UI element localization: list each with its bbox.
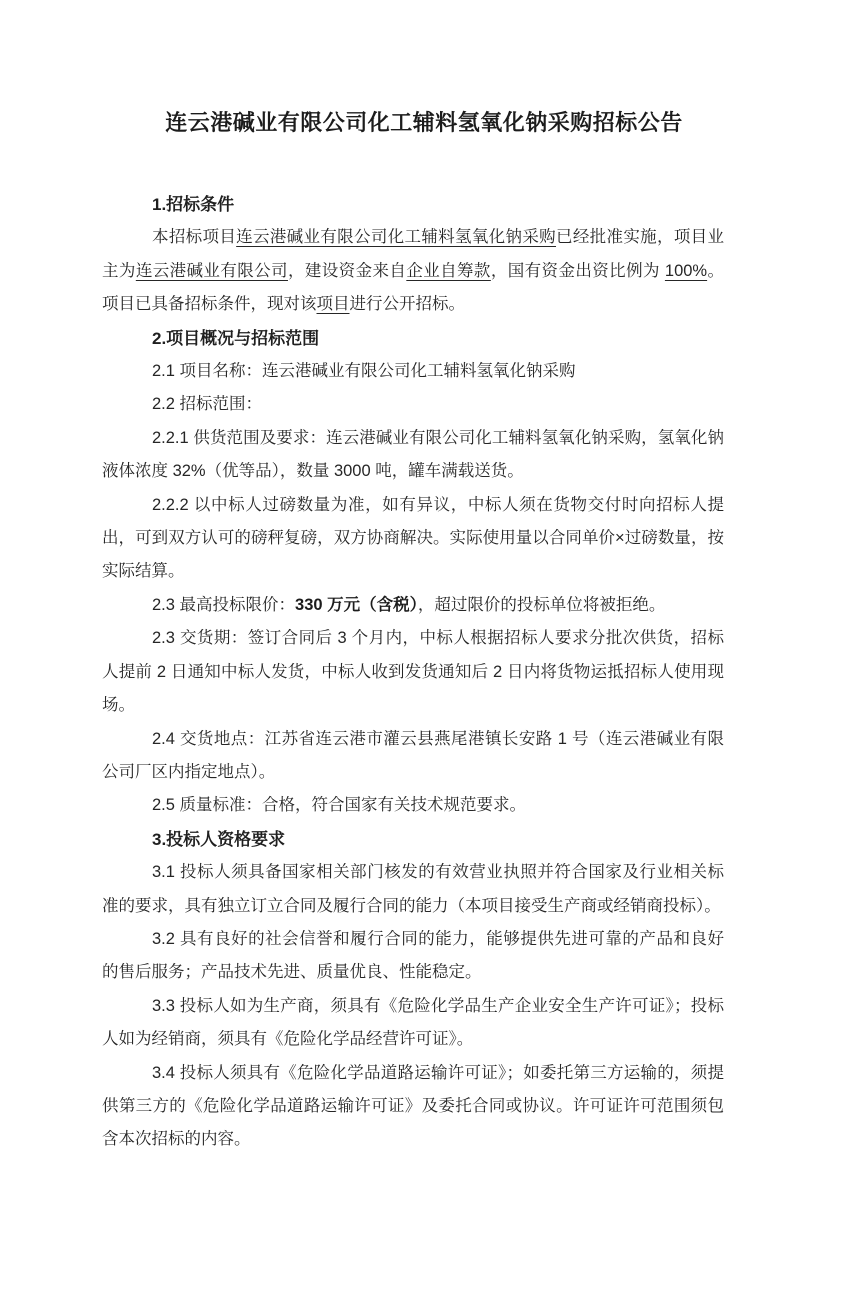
paragraph <box>102 622 724 722</box>
section <box>102 188 724 322</box>
document-body <box>0 188 848 1157</box>
paragraph <box>102 1057 724 1157</box>
text-run: 。项目已具备招标条件，现对该 <box>102 261 725 314</box>
text-run: 3.1 投标人须具备国家相关部门核发的有效营业执照并符合国家及行业相关标准的要求，具有独立订立合同及履行合同的能力（本项目接受生产商或经销商投标）。 <box>102 863 724 915</box>
text-run: 2.2 招标范围： <box>152 395 263 414</box>
section <box>102 322 724 823</box>
section-heading: 1.招标条件 <box>152 195 235 214</box>
text-run: 2.2.2 以中标人过磅数量为准，如有异议，中标人须在货物交付时向招标人提出，可到双方认可的磅秤复磅，双方协商解决。实际使用量以合同单价×过磅数量，按实际结算。 <box>102 495 724 581</box>
document-title: 连云港碱业有限公司化工辅料氢氧化钠采购招标公告 <box>165 110 683 135</box>
text-run: 本招标项目 <box>152 228 237 247</box>
text-run: 2.3 最高投标限价： <box>152 595 296 614</box>
text-run: 企业自筹款 <box>406 261 491 280</box>
text-run: 2.1 项目名称：连云港碱业有限公司化工辅料氢氧化钠采购 <box>152 362 576 381</box>
paragraph <box>102 355 724 388</box>
text-run: 2.5 质量标准：合格，符合国家有关技术规范要求。 <box>152 796 527 815</box>
paragraph <box>102 723 724 790</box>
paragraph <box>102 856 724 923</box>
text-run: 已经批准实施，项目业主为 <box>102 228 725 280</box>
document-page <box>0 106 848 1306</box>
text-run: 进行公开招标。 <box>349 295 465 314</box>
text-run: 3.3 投标人如为生产商，须具有《危险化学品生产企业安全生产许可证》；投标人如为经销商，须具有《危险化学品经营许可证》。 <box>102 996 724 1049</box>
section <box>102 823 724 1157</box>
text-run: ，国有资金出资比例为 <box>490 261 665 280</box>
paragraph <box>102 923 724 990</box>
text-run: 2.4 交货地点：江苏省连云港市灌云县燕尾港镇长安路 1 号（连云港碱业有限公司厂区内指定地点）。 <box>102 729 724 781</box>
paragraph <box>102 990 724 1057</box>
text-run: 100% <box>664 261 708 280</box>
paragraph <box>102 589 724 622</box>
text-run: 连云港碱业有限公司化工辅料氢氧化钠采购 <box>236 228 557 247</box>
text-run: 2.2.1 供货范围及要求：连云港碱业有限公司化工辅料氢氧化钠采购，氢氧化钠液体浓度 32%（优等品），数量 3000 吨，罐车满载送货。 <box>102 428 724 481</box>
text-run: 330 万元（含税） <box>295 595 418 614</box>
paragraph <box>102 422 724 489</box>
text-run: ，建设资金来自 <box>287 261 407 280</box>
text-run: 3.2 具有良好的社会信誉和履行合同的能力，能够提供先进可靠的产品和良好的售后服务；产品技术先进、质量优良、性能稳定。 <box>102 929 724 982</box>
text-run: 项目 <box>316 295 350 314</box>
paragraph <box>102 789 724 822</box>
text-run: 连云港碱业有限公司 <box>135 261 288 280</box>
text-run: ，超过限价的投标单位将被拒绝。 <box>417 595 666 614</box>
paragraph <box>102 221 724 321</box>
text-run: 3.4 投标人须具有《危险化学品道路运输许可证》；如委托第三方运输的，须提供第三方的《危险化学品道路运输许可证》及委托合同或协议。许可证许可范围须包含本次招标的内容。 <box>102 1063 724 1149</box>
paragraph <box>102 388 724 421</box>
paragraph <box>102 489 724 589</box>
text-run: 2.3 交货期：签订合同后 3 个月内，中标人根据招标人要求分批次供货，招标人提前 2 日通知中标人发货，中标人收到发货通知后 2 日内将货物运抵招标人使用现场。 <box>102 629 724 715</box>
section-heading: 2.项目概况与招标范围 <box>152 328 320 348</box>
section-heading: 3.投标人资格要求 <box>152 829 286 849</box>
